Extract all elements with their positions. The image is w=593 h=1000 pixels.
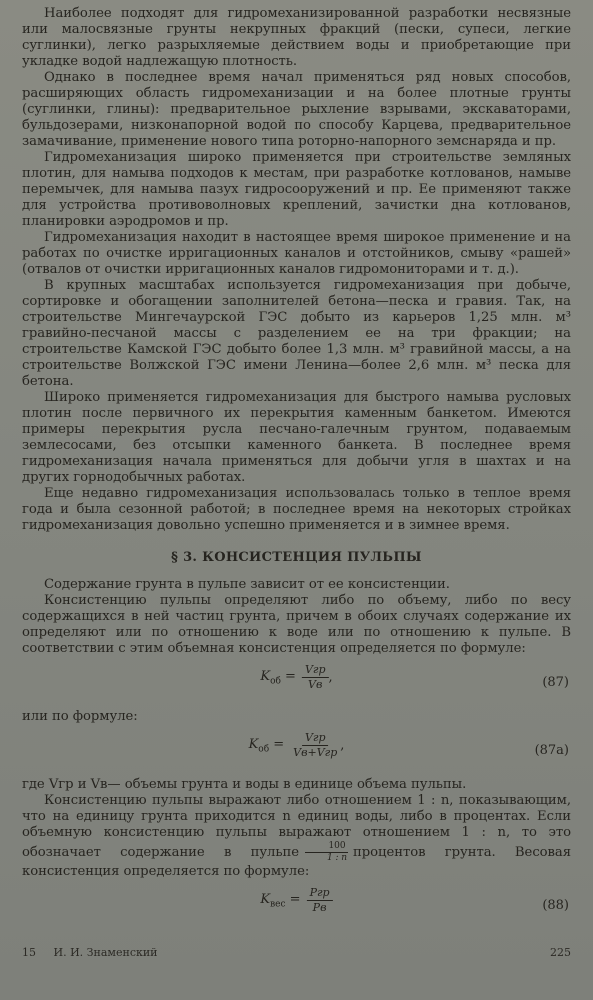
equation-number: (87а) bbox=[534, 743, 569, 758]
paragraph: Консистенцию пульпы выражают либо отношением 1 : n, показывающим, что на единицу грунта приходится n единиц воды, либо в процентах. Если объемную консистенцию пульпы выражают отношением 1 : n, то это обозначает содержание в пульпе $\frac{100}{1 : n}$ процентов грунта. Весовая консистенция определяется по формуле: bbox=[22, 793, 571, 879]
paragraph: Содержание грунта в пульпе зависит от ее консистенции. bbox=[44, 577, 450, 592]
formula-lhs: $K_{об}$ = bbox=[260, 668, 296, 687]
formula-lhs: $K_{вес}$ = bbox=[260, 891, 301, 910]
inline-fraction: $\frac{100}{1 : n}$ bbox=[303, 841, 349, 864]
formula-comma: , bbox=[328, 670, 333, 685]
author-name: И. И. Знаменский bbox=[53, 946, 158, 959]
formula-comma: , bbox=[340, 738, 345, 753]
formula-lhs: $K_{об}$ = bbox=[248, 736, 285, 755]
equation-number: (87) bbox=[542, 675, 569, 690]
fraction bbox=[290, 731, 340, 760]
numerator: Vгр bbox=[302, 663, 329, 678]
formula-87a bbox=[22, 731, 571, 771]
denominator: Vв+Vгр bbox=[293, 746, 338, 759]
denominator: Pв bbox=[312, 901, 327, 914]
page-footer bbox=[22, 946, 571, 959]
paragraph: Широко применяется гидромеханизация для быстрого намыва русловых плотин после первичного их перекрытия каменным банкетом. Имеются примеры перекрытия русла песчано-галечным грунтом, подаваемым землесосами, без отсыпки каменного банкета. В последнее время гидромеханизация начала применяться для добычи угля в шахтах и на других горнодобычных работах. bbox=[22, 390, 571, 485]
fraction bbox=[307, 886, 333, 915]
fraction bbox=[302, 663, 329, 692]
signature-mark: 15 bbox=[22, 946, 36, 959]
paragraph: В крупных масштабах используется гидромеханизация при добыче, сортировке и обогащении заполнителей бетона—песка и гравия. Так, на строительстве Мингечаурской ГЭС добыто из карьеров 1,25 млн. м³ гравийно-песчаной массы с разделением ее на три фракции; на строительстве Камской ГЭС добыто более 1,3 млн. м³ гравийной массы, а на строительстве Волжской ГЭС имени Ленина—более 2,6 млн. м³ песка для бетона. bbox=[22, 278, 571, 389]
paragraph: Гидромеханизация широко применяется при строительстве земляных плотин, для намыва подходов к местам, при разработке котлованов, намыве перемычек, для намыва пазух гидросооружений и пр. Ее применяют также для устройства противоволновых креплений, зачистки дна котлованов, планировки аэродромов и пр. bbox=[22, 150, 571, 229]
paragraph: Наиболее подходят для гидромеханизированной разработки несвязные или малосвязные грунты некрупных фракций (пески, супеси, легкие суглинки), легко разрыхляемые действием воды и приобретающие при укладке водой надлежащую плотность. bbox=[22, 6, 571, 69]
numerator: Vгр bbox=[302, 731, 329, 746]
denominator: Vв bbox=[308, 678, 323, 691]
equation-number: (88) bbox=[542, 898, 569, 913]
formula-87 bbox=[22, 663, 571, 703]
paragraph: Гидромеханизация находит в настоящее время широкое применение и на работах по очистке ирригационных каналов и отстойников, смыву «рашей» (отвалов от очистки ирригационных каналов гидромониторами и т. д.). bbox=[22, 230, 571, 277]
formula-88 bbox=[22, 886, 571, 926]
paragraph: Еще недавно гидромеханизация использовалась только в теплое время года и была сезонной работой; в последнее время на некоторых стройках гидромеханизация довольно успешно применяется и в зимнее время. bbox=[22, 486, 571, 533]
paragraph: или по формуле: bbox=[22, 709, 138, 724]
page-number: 225 bbox=[550, 946, 571, 959]
section-heading: § 3. КОНСИСТЕНЦИЯ ПУЛЬПЫ bbox=[171, 550, 422, 565]
paragraph: Консистенцию пульпы определяют либо по объему, либо по весу содержащихся в ней частиц грунта, причем в обоих случаях содержание их определяют или по отношению к воде или по отношению к пульпе. В соответствии с этим объемная консистенция определяется по формуле: bbox=[22, 593, 571, 656]
paragraph: где Vгр и Vв— объемы грунта и воды в единице объема пульпы. bbox=[22, 777, 467, 792]
text-block-top bbox=[22, 6, 571, 534]
numerator: Pгр bbox=[307, 886, 333, 901]
paragraph: Однако в последнее время начал применяться ряд новых способов, расширяющих область гидромеханизации и на более плотные грунты (суглинки, глины): предварительное рыхление взрывами, экскаваторами, бульдозерами, низконапорной водой по способу Карцева, предварительное замачивание, применение нового типа роторно-напорного земснаряда и пр. bbox=[22, 70, 571, 149]
